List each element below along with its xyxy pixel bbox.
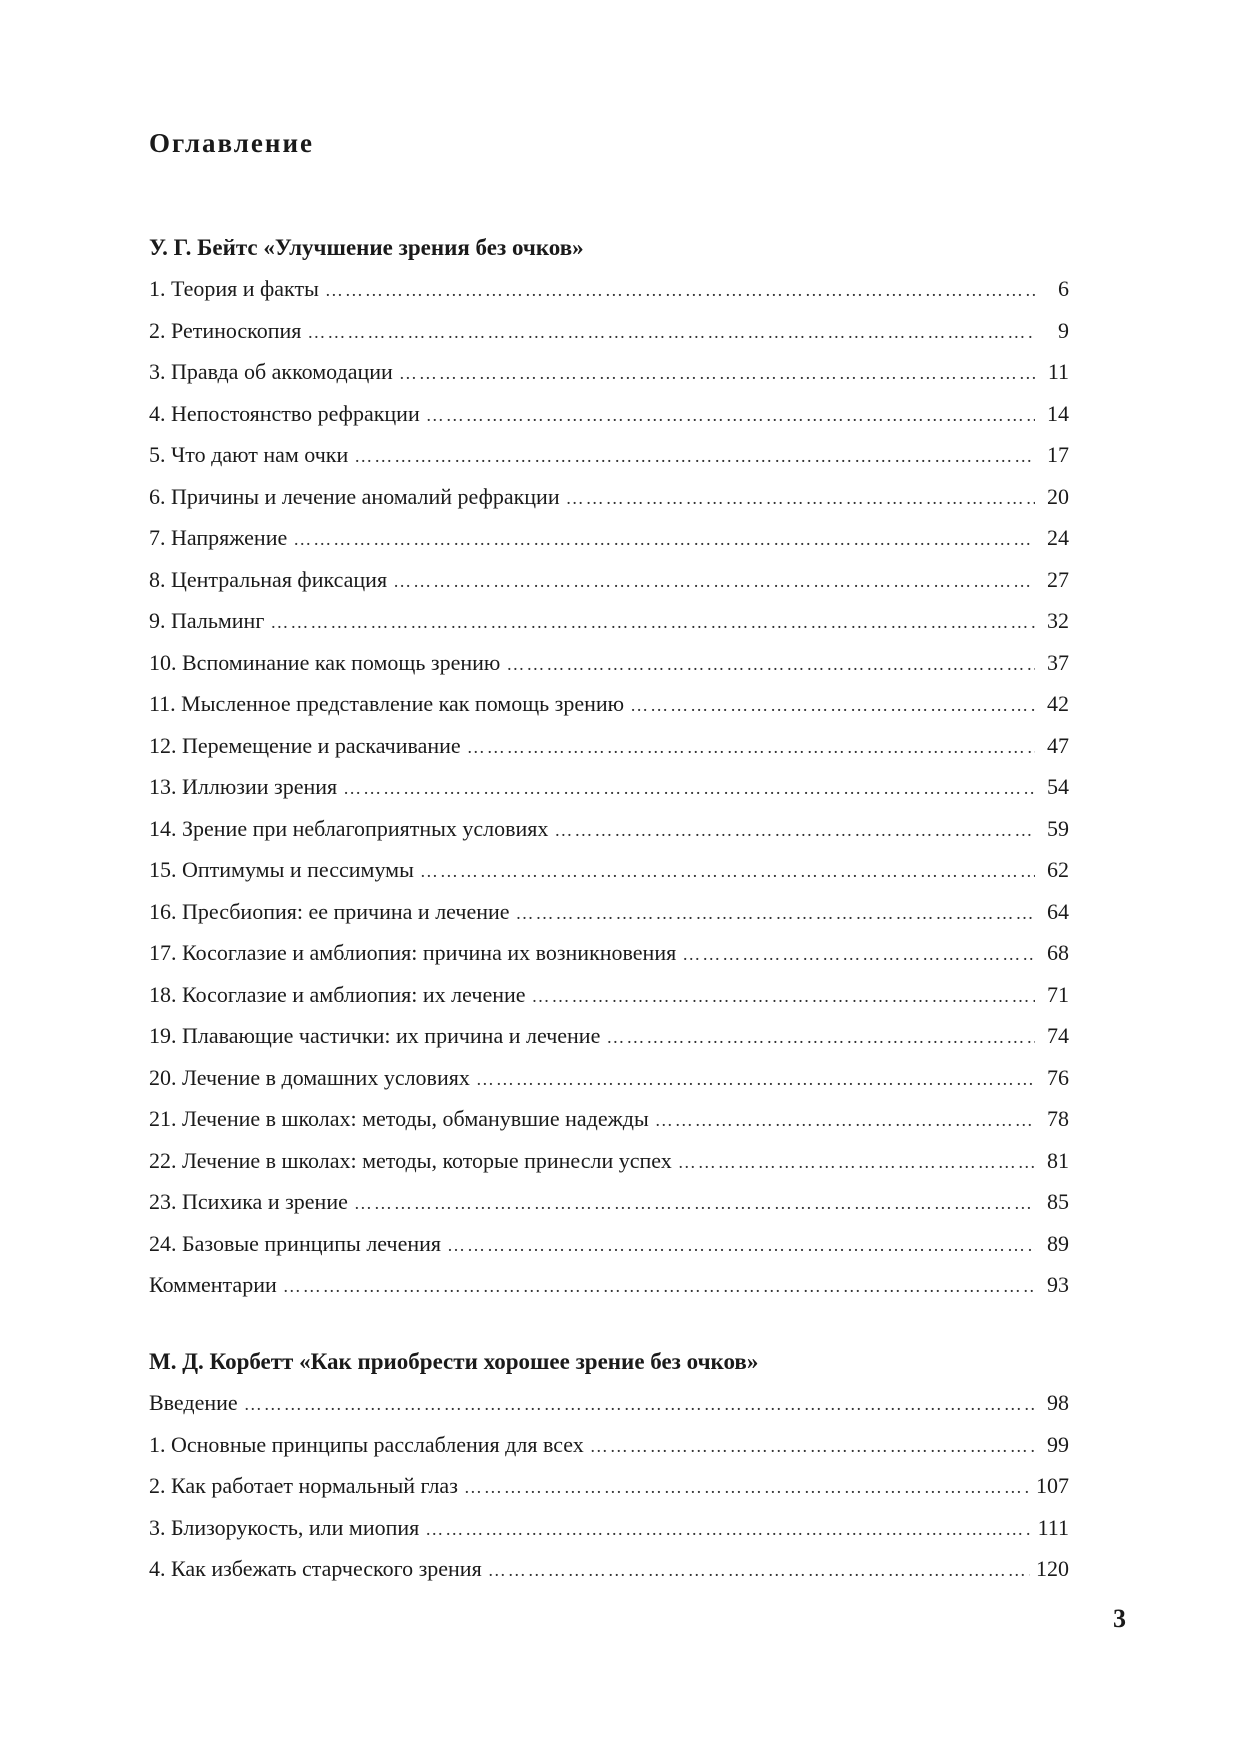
- dot-leader: [325, 270, 1035, 312]
- toc-entry-title: 18. Косоглазие и амблиопия: их лечение: [149, 981, 526, 1007]
- toc-entry-page-number: 81: [1047, 1147, 1069, 1173]
- toc-entry-page-number: 14: [1047, 400, 1069, 426]
- toc-entry[interactable]: [149, 351, 1069, 393]
- section-heading: У. Г. Бейтс «Улучшение зрения без очков»: [149, 235, 584, 260]
- dot-leader: [464, 1467, 1030, 1509]
- dot-leader: [399, 353, 1035, 395]
- toc-entry-page-number: 20: [1047, 483, 1069, 509]
- toc-entry[interactable]: [149, 766, 1069, 808]
- toc-entry-title: 3. Правда об аккомодации: [149, 359, 393, 384]
- toc-entry[interactable]: [149, 1098, 1069, 1140]
- toc-entry-page-number: 85: [1047, 1189, 1069, 1214]
- toc-entry-title: 1. Основные принципы расслабления для всех: [149, 1431, 584, 1457]
- toc-entry-page-number: 98: [1047, 1390, 1069, 1415]
- toc-entry[interactable]: [149, 891, 1069, 933]
- dot-leader: [447, 1225, 1035, 1267]
- toc-entry[interactable]: [149, 1507, 1069, 1549]
- dot-leader: [393, 561, 1035, 603]
- dot-leader: [343, 768, 1035, 810]
- toc-entry-title: 7. Напряжение: [149, 525, 288, 550]
- toc-entry-page-number: 99: [1047, 1431, 1069, 1457]
- dot-leader: [488, 1550, 1030, 1592]
- toc-entry[interactable]: [149, 1424, 1069, 1466]
- toc-entry[interactable]: [149, 1057, 1069, 1099]
- toc-entry-title: 11. Мысленное представление как помощь зрению: [149, 691, 625, 716]
- toc-entry[interactable]: [149, 1548, 1069, 1590]
- toc-entry[interactable]: [149, 559, 1069, 601]
- toc-entry-page-number: 37: [1047, 649, 1069, 675]
- toc-entry-title: 9. Пальминг: [149, 608, 265, 633]
- toc-entry[interactable]: [149, 434, 1069, 476]
- toc-entry-page-number: 27: [1047, 566, 1069, 592]
- dot-leader: [476, 1059, 1035, 1101]
- toc-entry-page-number: 17: [1047, 442, 1069, 467]
- toc-entry-title: 6. Причины и лечение аномалий рефракции: [149, 483, 560, 509]
- toc-entry-title: Комментарии: [149, 1272, 277, 1297]
- page-title: Оглавление: [149, 128, 314, 158]
- toc-entry-title: 1. Теория и факты: [149, 276, 319, 301]
- dot-leader: [516, 893, 1035, 935]
- dot-leader: [426, 395, 1035, 437]
- toc-entry-title: 22. Лечение в школах: методы, которые принесли успех: [149, 1147, 672, 1173]
- dot-leader: [566, 478, 1035, 520]
- toc-list: [149, 268, 1069, 1306]
- toc-entry[interactable]: [149, 1015, 1069, 1057]
- toc-entry-title: 16. Пресбиопия: ее причина и лечение: [149, 898, 510, 924]
- toc-entry[interactable]: [149, 310, 1069, 352]
- toc-entry-title: 14. Зрение при неблагоприятных условиях: [149, 815, 549, 841]
- toc-entry-page-number: 120: [1036, 1556, 1069, 1581]
- toc-entry-title: 4. Непостоянство рефракции: [149, 400, 420, 426]
- dot-leader: [655, 1100, 1035, 1142]
- toc-entry[interactable]: [149, 1264, 1069, 1306]
- toc-entry[interactable]: [149, 1223, 1069, 1265]
- toc-entry[interactable]: [149, 932, 1069, 974]
- toc-entry-page-number: 42: [1047, 691, 1069, 716]
- toc-entry-page-number: 74: [1047, 1023, 1069, 1048]
- toc-entry[interactable]: [149, 725, 1069, 767]
- toc-entry-page-number: 24: [1047, 525, 1069, 550]
- toc-entry-page-number: 47: [1047, 732, 1069, 758]
- toc-entry-title: 4. Как избежать старческого зрения: [149, 1556, 482, 1581]
- dot-leader: [354, 436, 1035, 478]
- dot-leader: [270, 602, 1035, 644]
- toc-entry[interactable]: [149, 1181, 1069, 1223]
- toc-entry-page-number: 76: [1047, 1064, 1069, 1090]
- toc-entry-title: 10. Вспоминание как помощь зрению: [149, 649, 501, 675]
- dot-leader: [506, 644, 1035, 686]
- toc-entry-page-number: 64: [1047, 898, 1069, 924]
- toc-entry-title: 19. Плавающие частички: их причина и лечение: [149, 1023, 601, 1048]
- page-number: 3: [1113, 1604, 1126, 1633]
- toc-section-corbett: [149, 1342, 1069, 1590]
- toc-entry-page-number: 32: [1047, 608, 1069, 633]
- toc-entry[interactable]: [149, 849, 1069, 891]
- toc-entry-page-number: 107: [1036, 1473, 1069, 1498]
- toc-entry-page-number: 89: [1047, 1230, 1069, 1256]
- toc-entry-title: 13. Иллюзии зрения: [149, 774, 338, 799]
- dot-leader: [678, 1142, 1035, 1184]
- toc-entry-page-number: 71: [1047, 981, 1069, 1007]
- toc-entry-page-number: 59: [1047, 815, 1069, 841]
- section-heading: М. Д. Корбетт «Как приобрести хорошее зрение без очков»: [149, 1349, 759, 1374]
- toc-section-bates: [149, 228, 1069, 1306]
- toc-entry-page-number: 68: [1047, 940, 1069, 965]
- toc-entry[interactable]: [149, 974, 1069, 1016]
- toc-entry[interactable]: [149, 1140, 1069, 1182]
- toc-entry[interactable]: [149, 517, 1069, 559]
- toc-entry-title: 24. Базовые принципы лечения: [149, 1230, 442, 1256]
- toc-list: [149, 1382, 1069, 1590]
- toc-entry-title: 15. Оптимумы и пессимумы: [149, 857, 414, 882]
- toc-entry[interactable]: [149, 268, 1069, 310]
- toc-entry-title: 23. Психика и зрение: [149, 1189, 348, 1214]
- toc-entry-title: 21. Лечение в школах: методы, обманувшие надежды: [149, 1106, 649, 1131]
- toc-entry-title: 17. Косоглазие и амблиопия: причина их возникновения: [149, 940, 677, 965]
- dot-leader: [630, 685, 1035, 727]
- dot-leader: [283, 1266, 1035, 1308]
- toc-entry-page-number: 11: [1047, 359, 1069, 384]
- dot-leader: [293, 519, 1035, 561]
- dot-leader: [467, 727, 1035, 769]
- toc-entry-title: 3. Близорукость, или миопия: [149, 1514, 420, 1540]
- toc-entry[interactable]: [149, 600, 1069, 642]
- toc-entry-title: 2. Ретиноскопия: [149, 317, 302, 343]
- dot-leader: [554, 810, 1035, 852]
- toc-entry[interactable]: [149, 808, 1069, 850]
- toc-entry[interactable]: [149, 683, 1069, 725]
- toc-entry-page-number: 62: [1047, 857, 1069, 882]
- dot-leader: [425, 1509, 1031, 1551]
- toc-entry[interactable]: [149, 1382, 1069, 1424]
- toc-entry-title: 8. Центральная фиксация: [149, 566, 388, 592]
- toc-entry-page-number: 111: [1037, 1514, 1069, 1540]
- dot-leader: [532, 976, 1035, 1018]
- toc-entry[interactable]: [149, 393, 1069, 435]
- toc-entry-title: 5. Что дают нам очки: [149, 442, 349, 467]
- toc-entry[interactable]: [149, 642, 1069, 684]
- dot-leader: [244, 1384, 1035, 1426]
- dot-leader: [590, 1426, 1035, 1468]
- toc-entry-page-number: 93: [1047, 1272, 1069, 1297]
- toc-entry-page-number: 6: [1058, 276, 1069, 301]
- dot-leader: [354, 1183, 1035, 1225]
- toc-entry-page-number: 78: [1047, 1106, 1069, 1131]
- toc-entry-title: 20. Лечение в домашних условиях: [149, 1064, 470, 1090]
- toc-entry-page-number: 54: [1047, 774, 1069, 799]
- toc-entry[interactable]: [149, 1465, 1069, 1507]
- dot-leader: [682, 934, 1035, 976]
- toc-entry-title: Введение: [149, 1390, 238, 1415]
- toc-entry-title: 2. Как работает нормальный глаз: [149, 1473, 458, 1498]
- toc-entry-page-number: 9: [1058, 317, 1069, 343]
- dot-leader: [307, 312, 1035, 354]
- dot-leader: [420, 851, 1035, 893]
- toc-entry-title: 12. Перемещение и раскачивание: [149, 732, 461, 758]
- dot-leader: [606, 1017, 1035, 1059]
- toc-entry[interactable]: [149, 476, 1069, 518]
